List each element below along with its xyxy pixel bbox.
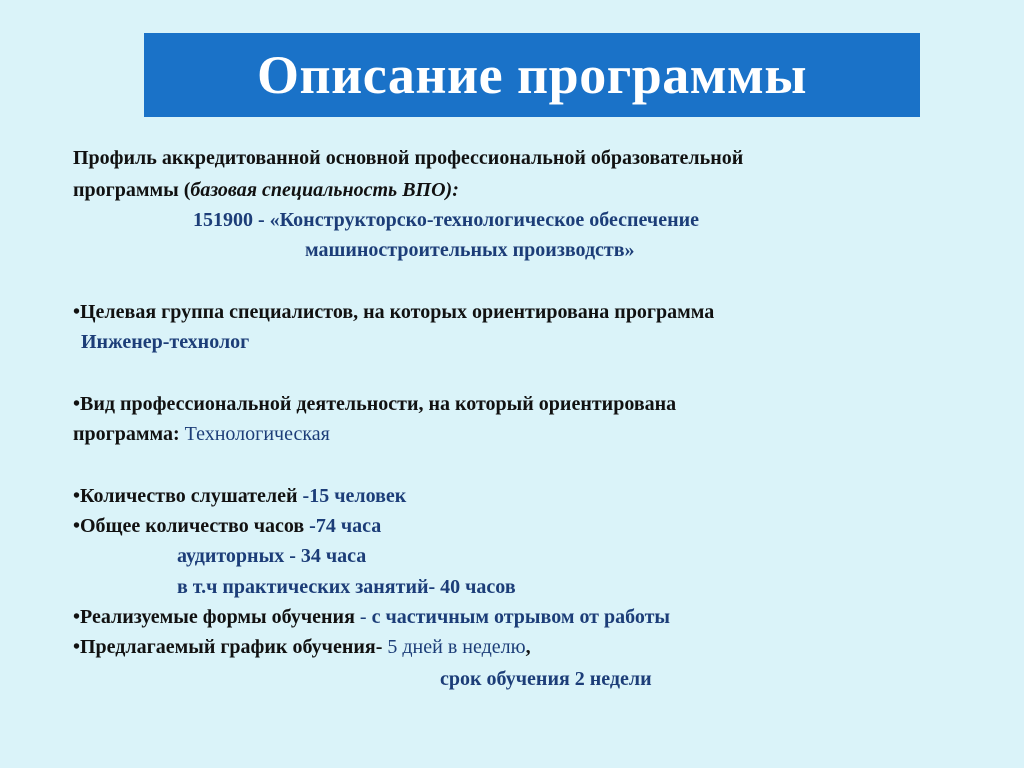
hours-line — [73, 514, 381, 538]
schedule-comma: , — [525, 636, 531, 658]
forms-value: с частичным отрывом от работы — [366, 606, 671, 628]
activity-label-line-1: •Вид профессиональной деятельности, на который ориентирована — [73, 393, 677, 415]
forms-line — [73, 605, 670, 629]
forms-label: •Реализуемые формы обучения — [73, 606, 360, 628]
listeners-line — [73, 484, 406, 508]
hours-label: •Общее количество часов — [73, 515, 310, 537]
schedule-label: •Предлагаемый график обучения- — [73, 636, 383, 658]
listeners-value: -15 человек — [302, 485, 407, 507]
schedule-value: 5 дней в неделю — [382, 636, 526, 658]
profile-prefix: программы ( — [73, 179, 191, 201]
specialty-code-line-2: машиностроительных производств» — [305, 239, 635, 261]
profile-specialty-label: базовая специальность ВПО): — [190, 179, 459, 201]
listeners-label: •Количество слушателей — [73, 485, 303, 507]
specialty-code-line-1: 151900 - «Конструкторско-технологическое обеспечение — [193, 209, 700, 231]
schedule-line — [73, 635, 531, 659]
schedule-duration: срок обучения 2 недели — [440, 668, 652, 690]
hours-value: -74 часа — [309, 515, 382, 537]
activity-line-2 — [73, 422, 330, 446]
activity-value: Технологическая — [184, 423, 330, 445]
profile-line-2 — [73, 178, 459, 202]
hours-practical: в т.ч практических занятий- 40 часов — [177, 576, 516, 598]
target-group-value: Инженер-технолог — [81, 331, 250, 353]
activity-label-line-2: программа: — [73, 423, 185, 445]
hours-auditory: аудиторных - 34 часа — [177, 545, 367, 567]
profile-line-1: Профиль аккредитованной основной профессиональной образовательной — [73, 147, 744, 169]
title-bar — [144, 33, 920, 117]
forms-dash: - — [359, 606, 367, 628]
page-title: Описание программы — [257, 45, 807, 105]
target-group-label: •Целевая группа специалистов, на которых ориентирована программа — [73, 301, 715, 323]
